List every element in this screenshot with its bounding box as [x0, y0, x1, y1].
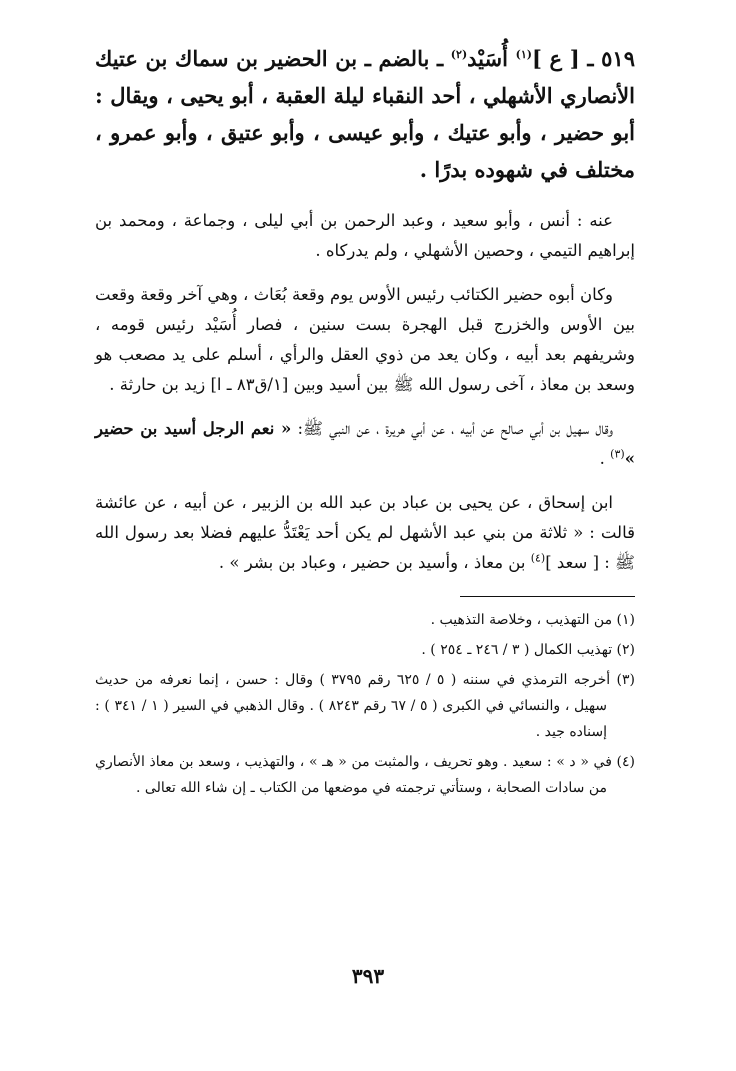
entry-heading: ٥١٩ ـ [ ع ]$^{(١)}$ أُسَيْد$^{(٢)}$ ـ بالضم ـ بن الحضير بن سماك بن عتيك الأنصاري الأشهلي ، أحد النقباء ليلة العقبة ، أبو يحيى ، ويقال : أبو حضير ، وأبو عتيك ، وأبو عيسى ، وأبو عتيق ، وأبو عمرو ، مختلف في شهوده بدرًا .: [95, 46, 635, 182]
hadith-paragraph: وقال سهيل بن أبي صالح عن أبيه ، عن أبي هريرة ، عن النبي ﷺ: « نعم الرجل أسيد بن حضير »$^{(٣)}$ .: [95, 419, 635, 468]
footnote-divider: [460, 596, 635, 597]
page-number: ٣٩٣: [351, 964, 385, 988]
narrators-paragraph: عنه : أنس ، وأبو سعيد ، وعبد الرحمن بن أبي ليلى ، وجماعة ، ومحمد بن إبراهيم التيمي ، وحصين الأشهلي ، ولم يدركاه .: [95, 211, 635, 260]
footnotes: [95, 607, 635, 801]
entry-number: ٥١٩: [601, 46, 635, 71]
aisha-narration-paragraph: ابن إسحاق ، عن يحيى بن عباد بن عبد الله بن الزبير ، عن أبيه ، عن عائشة قالت : « ثلاثة من بني عبد الأشهل لم يكن أحد يَعْتَدُّ عليهم فضلا بعد رسول الله ﷺ : [ سعد ]$^{(٤)}$ بن معاذ ، وأسيد بن حضير ، وعباد بن بشر » .: [95, 493, 635, 572]
biography-paragraph: وكان أبوه حضير الكتائب رئيس الأوس يوم وقعة بُعَاث ، وهي آخر وقعة وقعت بين الأوس والخزرج قبل الهجرة بست سنين ، فصار أُسَيْد رئيس قومه ، وشريفهم بعد أبيه ، وكان يعد من ذوي العقل والرأي ، أسلم على يد مصعب هو وسعد بن معاذ ، آخى رسول الله ﷺ بين أسيد وبين [١/ق٨٣ ـ ا] زيد بن حارثة .: [95, 285, 635, 394]
footnote-3: (٣) أخرجه الترمذي في سننه ( ٥ / ٦٢٥ رقم ٣٧٩٥ ) وقال : حسن ، إنما نعرفه من حديث سهيل ، والنسائي في الكبرى ( ٥ / ٦٧ رقم ٨٢٤٣ ) . وقال الذهبي في السير ( ١ / ٣٤١ ) : إسناده جيد .: [95, 672, 636, 740]
footnote-1: (١) من التهذيب ، وخلاصة التذهيب .: [430, 612, 635, 628]
entry-description: ـ بالضم ـ بن الحضير بن سماك بن عتيك الأنصاري الأشهلي ، أحد النقباء ليلة العقبة ، أبو يحيى ، ويقال : أبو حضير ، وأبو عتيك ، وأبو عيسى ، وأبو عتيق ، وأبو عمرو ، مختلف في شهوده بدرًا .: [95, 46, 635, 182]
page-body: [95, 40, 635, 805]
entry-name: أُسَيْد: [467, 46, 516, 71]
footnote-ref-1: (١): [515, 48, 532, 61]
footnote-ref-3: (٣): [610, 447, 625, 461]
hadith-quote: « نعم الرجل أسيد بن حضير »: [95, 419, 635, 468]
footnote-ref-2: (٢): [450, 48, 468, 61]
footnote-4: (٤) في « د » : سعيد . وهو تحريف ، والمثبت من « هـ » ، والتهذيب ، وسعد بن معاذ الأنصاري من سادات الصحابة ، وستأتي ترجمته في موضعها من الكتاب ـ إن شاء الله تعالى .: [95, 754, 635, 796]
entry-tag: [ ع ]: [531, 46, 580, 71]
footnote-2: (٢) تهذيب الكمال ( ٣ / ٢٤٦ ـ ٢٥٤ ) .: [421, 642, 635, 658]
footnote-ref-4: (٤): [530, 551, 546, 565]
